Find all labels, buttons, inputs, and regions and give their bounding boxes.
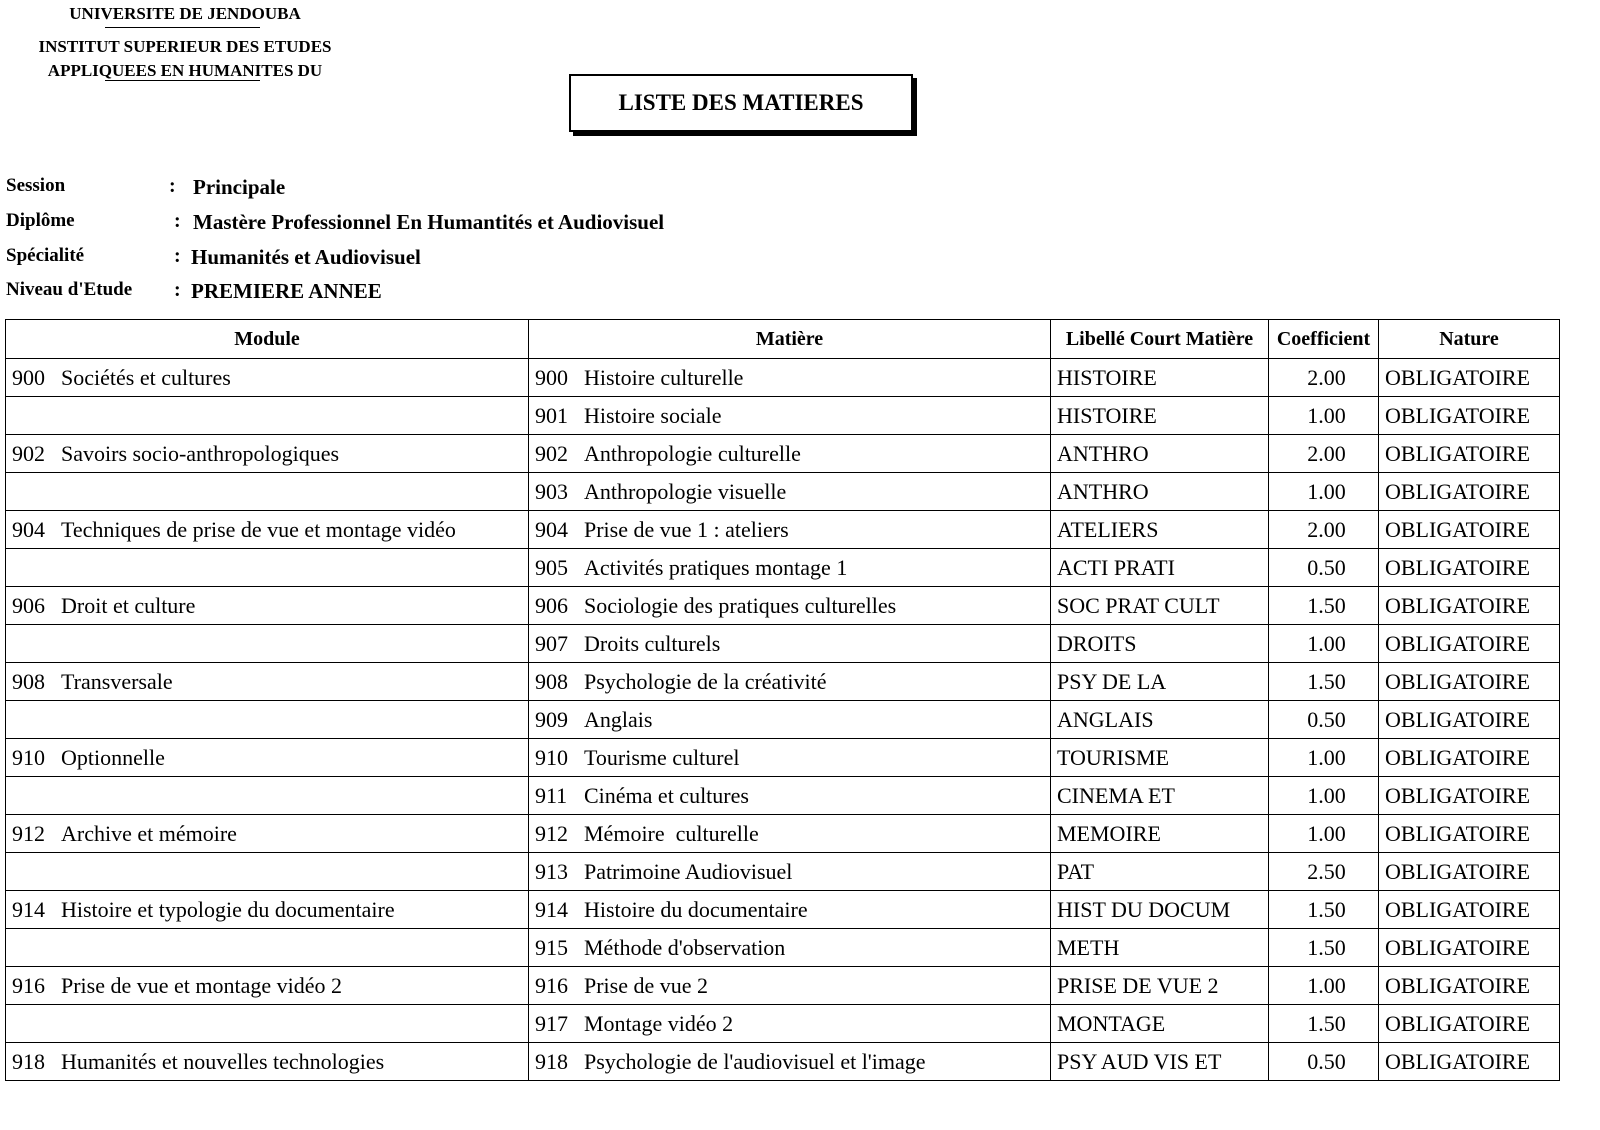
- matiere-cell: [529, 701, 1051, 739]
- coefficient-cell: 1.50: [1269, 891, 1379, 929]
- matiere-name: Anthropologie visuelle: [584, 478, 787, 504]
- coefficient-cell: 1.00: [1269, 473, 1379, 511]
- matiere-cell: [529, 511, 1051, 549]
- nature-cell: OBLIGATOIRE: [1379, 587, 1560, 625]
- nature-cell: OBLIGATOIRE: [1379, 397, 1560, 435]
- coefficient-cell: 0.50: [1269, 549, 1379, 587]
- module-cell: [6, 853, 529, 891]
- matiere-cell: [529, 549, 1051, 587]
- table-row: [6, 663, 1560, 701]
- module-code: 914: [12, 896, 45, 922]
- module-name: Droit et culture: [61, 592, 196, 618]
- nature-cell: OBLIGATOIRE: [1379, 777, 1560, 815]
- coefficient-cell: 2.00: [1269, 511, 1379, 549]
- nature-cell: OBLIGATOIRE: [1379, 1043, 1560, 1081]
- libelle-court-cell: ACTI PRATI: [1051, 549, 1269, 587]
- module-cell: [6, 549, 529, 587]
- table-row: [6, 929, 1560, 967]
- table-row: [6, 701, 1560, 739]
- subjects-table: [5, 319, 1560, 1081]
- module-cell: [6, 929, 529, 967]
- module-cell: [6, 777, 529, 815]
- libelle-court-cell: SOC PRAT CULT: [1051, 587, 1269, 625]
- matiere-name: Psychologie de l'audiovisuel et l'image: [584, 1048, 926, 1074]
- matiere-code: 904: [535, 516, 568, 542]
- coefficient-cell: 1.50: [1269, 1005, 1379, 1043]
- coefficient-cell: 2.00: [1269, 359, 1379, 397]
- matiere-name: Méthode d'observation: [584, 934, 786, 960]
- header-libelle-court: Libellé Court Matière: [1051, 320, 1269, 359]
- nature-cell: OBLIGATOIRE: [1379, 853, 1560, 891]
- header-nature: Nature: [1379, 320, 1560, 359]
- module-cell: [6, 891, 529, 929]
- module-cell: [6, 815, 529, 853]
- module-name: Savoirs socio-anthropologiques: [61, 440, 340, 466]
- matiere-code: 902: [535, 440, 568, 466]
- matiere-cell: [529, 891, 1051, 929]
- matiere-cell: [529, 777, 1051, 815]
- matiere-name: Histoire du documentaire: [584, 896, 808, 922]
- table-row: [6, 473, 1560, 511]
- diplome-colon: :: [174, 210, 181, 232]
- matiere-code: 907: [535, 630, 568, 656]
- matiere-cell: [529, 663, 1051, 701]
- nature-cell: OBLIGATOIRE: [1379, 929, 1560, 967]
- libelle-court-cell: ATELIERS: [1051, 511, 1269, 549]
- matiere-name: Cinéma et cultures: [584, 782, 749, 808]
- module-code: 918: [12, 1048, 45, 1074]
- university-underline: [105, 27, 260, 28]
- matiere-code: 912: [535, 820, 568, 846]
- table-row: [6, 739, 1560, 777]
- table-body: [6, 359, 1560, 1081]
- session-value: Principale: [193, 175, 286, 199]
- nature-cell: OBLIGATOIRE: [1379, 359, 1560, 397]
- module-name: Transversale: [61, 668, 173, 694]
- matiere-name: Tourisme culturel: [584, 744, 740, 770]
- specialite-colon: :: [174, 245, 181, 267]
- module-cell: [6, 587, 529, 625]
- module-code: 900: [12, 364, 45, 390]
- nature-cell: OBLIGATOIRE: [1379, 891, 1560, 929]
- module-cell: [6, 1043, 529, 1081]
- matiere-code: 918: [535, 1048, 568, 1074]
- matiere-cell: [529, 815, 1051, 853]
- institute-line-1: INSTITUT SUPERIEUR DES ETUDES: [38, 37, 332, 56]
- libelle-court-cell: HISTOIRE: [1051, 359, 1269, 397]
- table-row: [6, 435, 1560, 473]
- matiere-code: 914: [535, 896, 568, 922]
- libelle-court-cell: DROITS: [1051, 625, 1269, 663]
- module-code: 908: [12, 668, 45, 694]
- module-name: Humanités et nouvelles technologies: [61, 1048, 385, 1074]
- matiere-name: Anthropologie culturelle: [584, 440, 801, 466]
- coefficient-cell: 1.00: [1269, 967, 1379, 1005]
- matiere-cell: [529, 473, 1051, 511]
- nature-cell: OBLIGATOIRE: [1379, 473, 1560, 511]
- coefficient-cell: 1.00: [1269, 625, 1379, 663]
- coefficient-cell: 1.50: [1269, 663, 1379, 701]
- module-cell: [6, 359, 529, 397]
- matiere-cell: [529, 587, 1051, 625]
- coefficient-cell: 0.50: [1269, 701, 1379, 739]
- matiere-cell: [529, 359, 1051, 397]
- libelle-court-cell: PAT: [1051, 853, 1269, 891]
- matiere-name: Prise de vue 1 : ateliers: [584, 516, 789, 542]
- matiere-code: 906: [535, 592, 568, 618]
- matiere-name: Sociologie des pratiques culturelles: [584, 592, 897, 618]
- nature-cell: OBLIGATOIRE: [1379, 663, 1560, 701]
- niveau-label: Niveau d'Etude: [6, 279, 133, 300]
- module-name: Optionnelle: [61, 744, 165, 770]
- matiere-name: Histoire culturelle: [584, 364, 744, 390]
- nature-cell: OBLIGATOIRE: [1379, 701, 1560, 739]
- module-cell: [6, 473, 529, 511]
- matiere-code: 913: [535, 858, 568, 884]
- table-row: [6, 853, 1560, 891]
- coefficient-cell: 1.50: [1269, 587, 1379, 625]
- matiere-code: 905: [535, 554, 568, 580]
- matiere-name: Droits culturels: [584, 630, 721, 656]
- matiere-name: Psychologie de la créativité: [584, 668, 827, 694]
- table-row: [6, 625, 1560, 663]
- module-cell: [6, 739, 529, 777]
- libelle-court-cell: PSY DE LA: [1051, 663, 1269, 701]
- module-code: 916: [12, 972, 45, 998]
- module-name: Archive et mémoire: [61, 820, 237, 846]
- matiere-name: Prise de vue 2: [584, 972, 709, 998]
- module-code: 902: [12, 440, 45, 466]
- libelle-court-cell: MONTAGE: [1051, 1005, 1269, 1043]
- module-cell: [6, 511, 529, 549]
- matiere-cell: [529, 625, 1051, 663]
- libelle-court-cell: PRISE DE VUE 2: [1051, 967, 1269, 1005]
- table-row: [6, 891, 1560, 929]
- libelle-court-cell: PSY AUD VIS ET: [1051, 1043, 1269, 1081]
- nature-cell: OBLIGATOIRE: [1379, 549, 1560, 587]
- matiere-name: Montage vidéo 2: [584, 1010, 734, 1036]
- matiere-code: 915: [535, 934, 568, 960]
- module-cell: [6, 663, 529, 701]
- institute-underline: [105, 80, 260, 81]
- university-name: UNIVERSITE DE JENDOUBA: [69, 4, 301, 23]
- module-name: Histoire et typologie du documentaire: [61, 896, 395, 922]
- coefficient-cell: 2.50: [1269, 853, 1379, 891]
- coefficient-cell: 1.00: [1269, 397, 1379, 435]
- table-row: [6, 1043, 1560, 1081]
- niveau-value: PREMIERE ANNEE: [191, 279, 382, 303]
- matiere-code: 901: [535, 402, 568, 428]
- matiere-name: Mémoire culturelle: [584, 820, 759, 846]
- module-cell: [6, 435, 529, 473]
- libelle-court-cell: ANGLAIS: [1051, 701, 1269, 739]
- specialite-value: Humanités et Audiovisuel: [191, 245, 421, 269]
- module-name: Sociétés et cultures: [61, 364, 231, 390]
- libelle-court-cell: HISTOIRE: [1051, 397, 1269, 435]
- matiere-code: 911: [535, 782, 568, 808]
- nature-cell: OBLIGATOIRE: [1379, 739, 1560, 777]
- diplome-value: Mastère Professionnel En Humantités et Audiovisuel: [193, 210, 665, 234]
- matiere-cell: [529, 929, 1051, 967]
- matiere-code: 909: [535, 706, 568, 732]
- matiere-cell: [529, 853, 1051, 891]
- matiere-code: 903: [535, 478, 568, 504]
- libelle-court-cell: METH: [1051, 929, 1269, 967]
- header-module: Module: [6, 320, 529, 359]
- page-title: LISTE DES MATIERES: [569, 74, 913, 132]
- table-row: [6, 777, 1560, 815]
- matiere-cell: [529, 435, 1051, 473]
- matiere-cell: [529, 739, 1051, 777]
- matiere-name: Activités pratiques montage 1: [584, 554, 848, 580]
- module-code: 904: [12, 516, 45, 542]
- institute-line-2: APPLIQUEES EN HUMANITES DU: [47, 61, 323, 80]
- matiere-code: 910: [535, 744, 568, 770]
- module-name: Techniques de prise de vue et montage vidéo: [61, 516, 456, 542]
- matiere-cell: [529, 1005, 1051, 1043]
- libelle-court-cell: ANTHRO: [1051, 435, 1269, 473]
- matiere-code: 908: [535, 668, 568, 694]
- module-cell: [6, 397, 529, 435]
- coefficient-cell: 1.00: [1269, 739, 1379, 777]
- nature-cell: OBLIGATOIRE: [1379, 435, 1560, 473]
- libelle-court-cell: CINEMA ET: [1051, 777, 1269, 815]
- module-cell: [6, 625, 529, 663]
- table-row: [6, 967, 1560, 1005]
- module-code: 906: [12, 592, 45, 618]
- coefficient-cell: 1.00: [1269, 777, 1379, 815]
- table-row: [6, 587, 1560, 625]
- matiere-name: Patrimoine Audiovisuel: [584, 858, 793, 884]
- libelle-court-cell: MEMOIRE: [1051, 815, 1269, 853]
- nature-cell: OBLIGATOIRE: [1379, 1005, 1560, 1043]
- table-row: [6, 815, 1560, 853]
- matiere-code: 916: [535, 972, 568, 998]
- coefficient-cell: 2.00: [1269, 435, 1379, 473]
- table-row: [6, 511, 1560, 549]
- table-header-row: [6, 320, 1560, 359]
- coefficient-cell: 0.50: [1269, 1043, 1379, 1081]
- matiere-cell: [529, 397, 1051, 435]
- nature-cell: OBLIGATOIRE: [1379, 967, 1560, 1005]
- matiere-cell: [529, 967, 1051, 1005]
- header-coefficient: Coefficient: [1269, 320, 1379, 359]
- libelle-court-cell: HIST DU DOCUM: [1051, 891, 1269, 929]
- table-row: [6, 397, 1560, 435]
- nature-cell: OBLIGATOIRE: [1379, 815, 1560, 853]
- table-row: [6, 1005, 1560, 1043]
- module-name: Prise de vue et montage vidéo 2: [61, 972, 343, 998]
- table-row: [6, 549, 1560, 587]
- module-cell: [6, 967, 529, 1005]
- libelle-court-cell: TOURISME: [1051, 739, 1269, 777]
- coefficient-cell: 1.00: [1269, 815, 1379, 853]
- matiere-cell: [529, 1043, 1051, 1081]
- nature-cell: OBLIGATOIRE: [1379, 625, 1560, 663]
- nature-cell: OBLIGATOIRE: [1379, 511, 1560, 549]
- module-cell: [6, 701, 529, 739]
- module-code: 910: [12, 744, 45, 770]
- matiere-code: 900: [535, 364, 568, 390]
- coefficient-cell: 1.50: [1269, 929, 1379, 967]
- session-colon: :: [169, 175, 176, 197]
- diplome-label: Diplôme: [6, 210, 75, 231]
- session-label: Session: [6, 175, 66, 196]
- table-row: [6, 359, 1560, 397]
- matiere-name: Anglais: [584, 706, 653, 732]
- module-code: 912: [12, 820, 45, 846]
- libelle-court-cell: ANTHRO: [1051, 473, 1269, 511]
- specialite-label: Spécialité: [6, 245, 85, 266]
- module-cell: [6, 1005, 529, 1043]
- institute-name: [0, 35, 370, 83]
- matiere-code: 917: [535, 1010, 568, 1036]
- header-matiere: Matière: [529, 320, 1051, 359]
- matiere-name: Histoire sociale: [584, 402, 722, 428]
- niveau-colon: :: [174, 279, 181, 301]
